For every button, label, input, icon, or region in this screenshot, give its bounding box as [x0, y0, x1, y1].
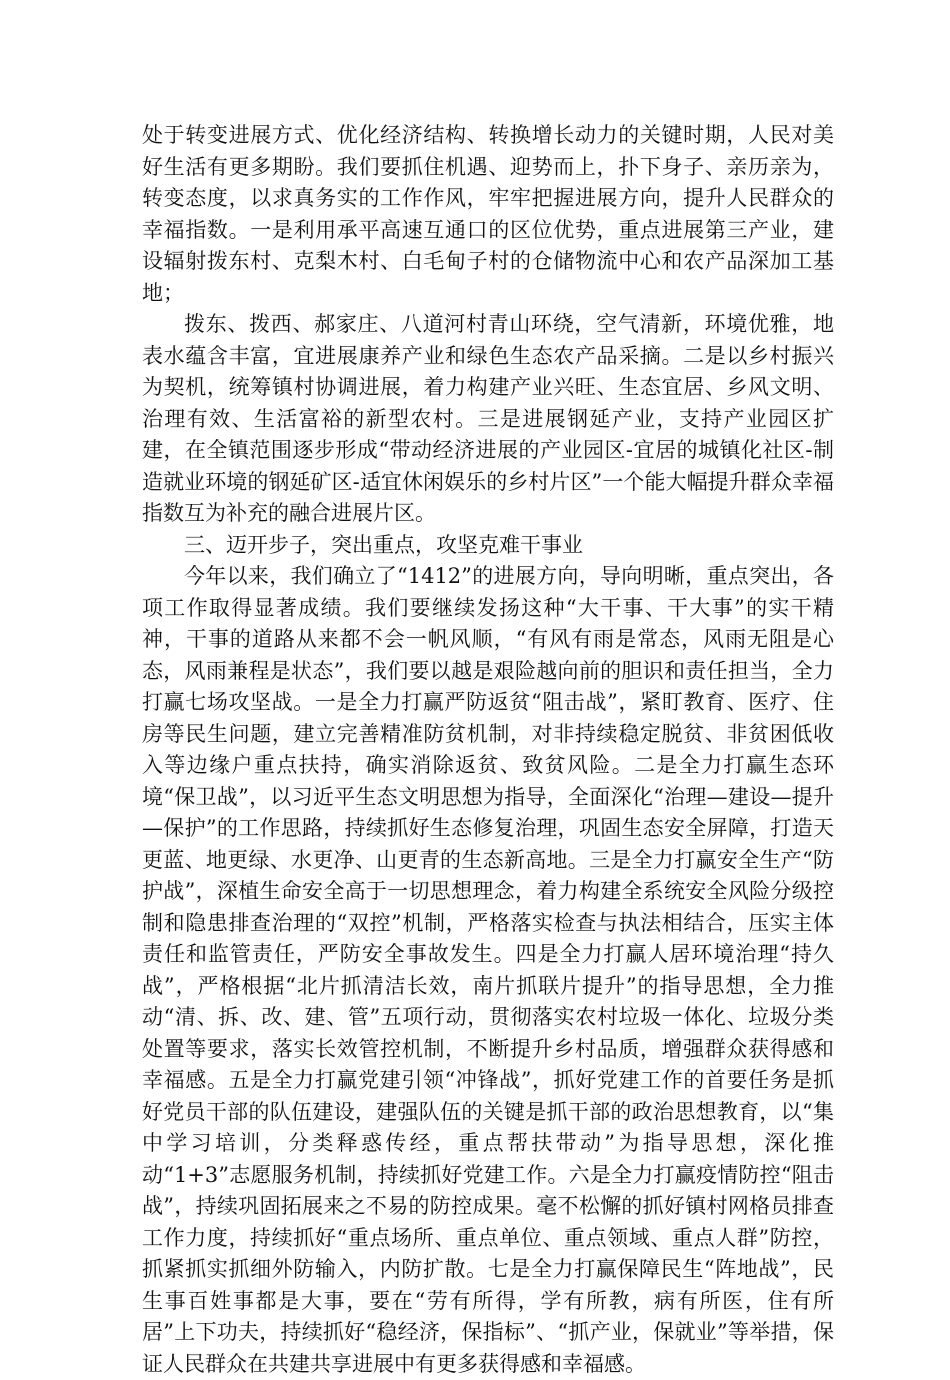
paragraph-2: 拨东、拨西、郝家庄、八道河村青山环绕，空气清新，环境优雅，地表水蕴含丰富，宜进展康养产业和绿色生态农产品采摘。二是以乡村振兴为契机，统筹镇村协调进展，着力构建产业兴旺、生态宜居、乡风文明、治理有效、生活富裕的新型农村。三是进展钢延产业，支持产业园区扩建，在全镇范围逐步形成“带动经济进展的产业园区-宜居的城镇化社区-制造就业环境的钢延矿区-适宜休闲娱乐的乡村片区”一个能大幅提升群众幸福指数互为补充的融合进展片区。 — [142, 312, 834, 525]
document-body — [142, 120, 834, 1380]
paragraph-3: 今年以来，我们确立了“1412”的进展方向，导向明晰，重点突出，各项工作取得显著成绩。我们要继续发扬这种“大干事、干大事”的实干精神，干事的道路从来都不会一帆风顺，“有风有雨是常态，风雨无阻是心态，风雨兼程是状态”，我们要以越是艰险越向前的胆识和责任担当，全力打赢七场攻坚战。一是全力打赢严防返贫“阻击战”，紧盯教育、医疗、住房等民生问题，建立完善精准防贫机制，对非持续稳定脱贫、非贫困低收入等边缘户重点扶持，确实消除返贫、致贫风险。二是全力打赢生态环境“保卫战”，以习近平生态文明思想为指导，全面深化“治理—建设—提升—保护”的工作思路，持续抓好生态修复治理，巩固生态安全屏障，打造天更蓝、地更绿、水更净、山更青的生态新高地。三是全力打赢安全生产“防护战”，深植生命安全高于一切思想理念，着力构建全系统安全风险分级控制和隐患排查治理的“双控”机制，严格落实检查与执法相结合，压实主体责任和监管责任，严防安全事故发生。四是全力打赢人居环境治理“持久战”，严格根据“北片抓清洁长效，南片抓联片提升”的指导思想，全力推动“清、拆、改、建、管”五项行动，贯彻落实农村垃圾一体化、垃圾分类处置等要求，落实长效管控机制，不断提升乡村品质，增强群众获得感和幸福感。五是全力打赢党建引领“冲锋战”，抓好党建工作的首要任务是抓好党员干部的队伍建设，建强队伍的关键是抓干部的政治思想教育，以“集中学习培训，分类释惑传经，重点帮扶带动”为指导思想，深化推动“1+3”志愿服务机制，持续抓好党建工作。六是全力打赢疫情防控“阻击战”，持续巩固拓展来之不易的防控成果。毫不松懈的抓好镇村网格员排查工作力度，持续抓好“重点场所、重点单位、重点领域、重点人群”防控，抓紧抓实抓细外防输入，内防扩散。七是全力打赢保障民生“阵地战”，民生事百姓事都是大事，要在“劳有所得，学有所教，病有所医，住有所居”上下功夫，持续抓好“稳经济，保指标”、“抓产业，保就业”等举措，保证人民群众在共建共享进展中有更多获得感和幸福感。 — [142, 564, 834, 1376]
section-heading: 三、迈开步子，突出重点，攻坚克难干事业 — [184, 532, 583, 557]
paragraph-1: 处于转变进展方式、优化经济结构、转换增长动力的关键时期，人民对美好生活有更多期盼。我们要抓住机遇、迎势而上，扑下身子、亲历亲为，转变态度，以求真务实的工作作风，牢牢把握进展方向，提升人民群众的幸福指数。一是利用承平高速互通口的区位优势，重点进展第三产业，建设辐射拨东村、克梨木村、白毛甸子村的仓储物流中心和农产品深加工基地； — [142, 123, 834, 305]
